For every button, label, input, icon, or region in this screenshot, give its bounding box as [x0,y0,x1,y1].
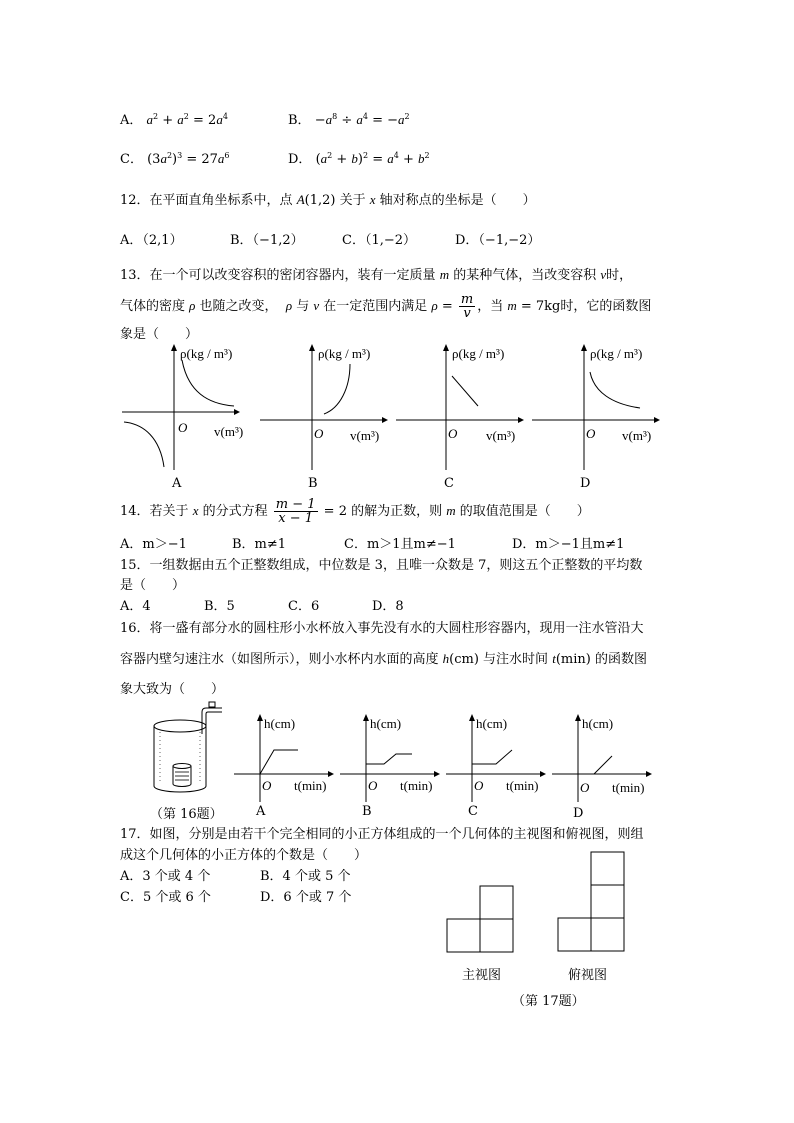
y-axis-label: ρ(kg / m³) [590,346,643,361]
curve-first-quadrant [182,360,234,406]
q13-graph-b [260,342,398,470]
q12-option-b: B．（−1,2） [230,233,304,248]
q15-stem-line2: 是（ ） [120,578,186,593]
q17-stem-line2: 成这个几何体的小正方体的个数是（ ） [120,848,368,863]
q17-option-b: B．4 个或 5 个 [260,869,351,884]
q16-graph-d [552,712,656,802]
q12-option-d: D．（−1,−2） [455,233,541,248]
q13-label-d: D [580,476,591,491]
q16-label-c: C [468,804,478,819]
q13-graph-c [396,342,534,470]
x-axis-label: v(m³) [622,428,652,443]
q12-option-c: C．（1,−2） [342,233,417,248]
q17-stem-line1: 17．如图，分别是由若干个完全相同的小正方体组成的一个几何体的主视图和俯视图，则组 [120,827,644,842]
q11-option-a: A． $a^2 + a^2 = 2a^4$ [120,112,228,128]
q14-option-d: D．m＞−1且m≠1 [512,537,625,552]
line-a [260,750,298,774]
x-axis-label: v(m³) [350,428,380,443]
line-d [594,756,612,774]
origin-label: O [474,778,484,793]
q14-option-a: A．m＞−1 [120,537,187,552]
q11-option-b: B． $-a^8 \div a^4 = -a^2$ [288,112,410,128]
q17-figure-caption: （第 17题） [512,994,585,1009]
q13-graph-d [532,342,670,470]
y-axis-label: h(cm) [264,716,296,731]
q15-option-d: D．8 [372,599,404,614]
q13-label-b: B [308,476,318,491]
q17-top-view-label: 俯视图 [568,968,608,983]
q17-front-view [446,884,516,954]
q14-equation-fraction: $\frac{m - 1}{x - 1}$ [275,497,316,526]
q16-figure-caption: （第 16题） [150,807,223,822]
q16-graph-a [234,712,338,802]
x-axis-label: t(min) [612,780,645,795]
origin-label: O [314,426,324,441]
y-axis-label: ρ(kg / m³) [318,346,371,361]
q16-stem-line2: 容器内壁匀速注水（如图所示），则小水杯内水面的高度 h(cm) 与注水时间 t(min) 的函数图 [120,651,647,667]
q13-formula-fraction: $\frac{m}{v}$ [460,292,474,321]
curve-b [324,364,350,414]
y-axis-label: ρ(kg / m³) [452,346,505,361]
q16-graph-b [340,712,444,802]
q16-stem-line3: 象大致为（ ） [120,682,225,697]
origin-label: O [448,426,458,441]
q15-option-c: C．6 [288,599,320,614]
y-axis-label: h(cm) [370,716,402,731]
q16-container-figure [150,700,230,800]
q15-stem-line1: 15．一组数据由五个正整数组成，中位数是 3，且唯一众数是 7，则这五个正整数的平均数 [120,558,643,573]
q13-label-a: A [172,476,182,491]
origin-label: O [580,780,590,795]
q14-option-b: B．m≠1 [232,537,287,552]
curve-third-quadrant [124,422,164,467]
q12-stem: 12．在平面直角坐标系中，点 A(1,2) 关于 x 轴对称点的坐标是（ ） [120,192,536,208]
q17-option-d: D．6 个或 7 个 [260,890,352,905]
x-axis-label: v(m³) [214,424,244,439]
line-c [452,376,478,406]
line-b [366,754,412,764]
x-axis-label: t(min) [506,778,539,793]
origin-label: O [368,778,378,793]
q15-option-a: A．4 [120,599,151,614]
origin-label: O [178,420,188,435]
q12-option-a: A．（2,1） [120,233,183,248]
q17-option-a: A．3 个或 4 个 [120,869,211,884]
y-axis-label: h(cm) [582,716,614,731]
curve-d [590,372,640,408]
q13-graph-a [122,342,260,470]
q14-stem: 14．若关于 x 的分式方程 $\frac{m - 1}{x - 1}$ = 2 的解为正数，则 m 的取值范围是（ ） [120,497,590,526]
origin-label: O [262,778,272,793]
q16-label-a: A [256,804,266,819]
q13-label-c: C [444,476,454,491]
q16-label-d: D [573,806,584,821]
q16-label-b: B [362,804,372,819]
q17-option-c: C．5 个或 6 个 [120,890,211,905]
q11-option-c: C． $(3a^2)^3 = 27a^6$ [120,151,230,167]
q16-stem-line1: 16．将一盛有部分水的圆柱形小水杯放入事先没有水的大圆柱形容器内，现用一注水管沿大 [120,621,644,636]
q15-option-b: B．5 [204,599,235,614]
q17-front-view-label: 主视图 [462,968,502,983]
q16-graph-c [446,712,550,802]
x-axis-label: v(m³) [486,428,516,443]
x-axis-label: t(min) [294,778,327,793]
y-axis-label: ρ(kg / m³) [180,346,233,361]
q11-option-d: D． $(a^2 + b)^2 = a^4 + b^2$ [288,151,430,167]
q17-top-view [556,851,626,953]
q13-stem-line2: 气体的密度 ρ 也随之改变， ρ 与 v 在一定范围内满足 ρ = $\frac{m}{v}$ ，当 m = 7kg时，它的函数图 [120,292,652,321]
origin-label: O [586,426,596,441]
x-axis-label: t(min) [400,778,433,793]
q14-option-c: C．m＞1且m≠−1 [344,537,456,552]
line-c [472,750,512,764]
q13-stem-line1: 13．在一个可以改变容积的密闭容器内，装有一定质量 m 的某种气体，当改变容积 v时， [120,267,633,283]
y-axis-label: h(cm) [476,716,508,731]
q13-stem-line3: 象是（ ） [120,327,199,342]
